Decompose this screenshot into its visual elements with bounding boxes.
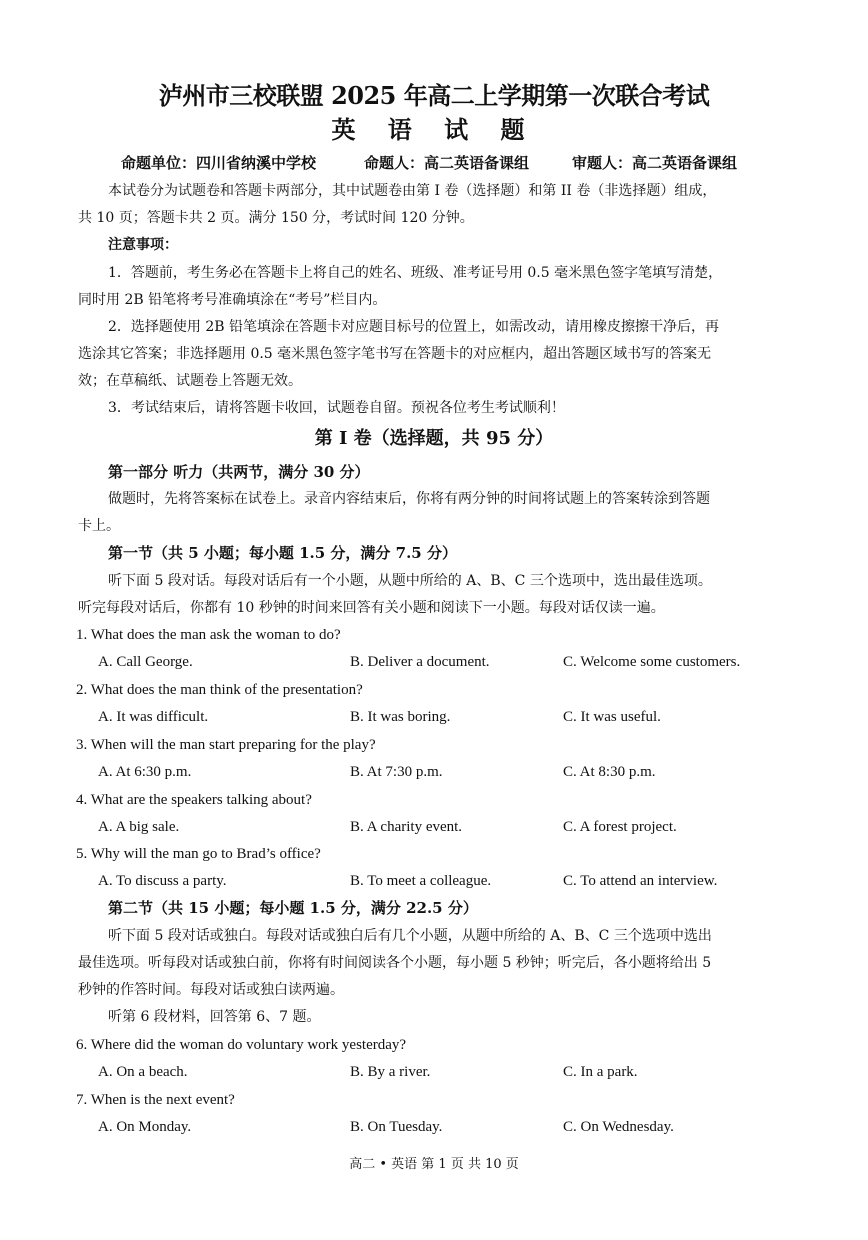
sec-2-intro-line-2: 最佳选项。听每段对话或独白前，你将有时间阅读各个小题，每小题 5 秒钟；听完后，各小题将给出 5: [78, 955, 712, 971]
intro-line-1: 本试卷分为试题卷和答题卡两部分，其中试题卷由第 I 卷（选择题）和第 II 卷（非选择题）组成，: [108, 183, 717, 199]
q3-option-a: A. At 6:30 p.m.: [98, 764, 192, 780]
question-3: 3. When will the man start preparing for the play?: [76, 737, 376, 753]
question-1: 1. What does the man ask the woman to do?: [76, 627, 341, 643]
note-2-line-1: 2．选择题使用 2B 铅笔填涂在答题卡对应题目标号的位置上，如需改动，请用橡皮擦擦干净后，再: [108, 319, 720, 335]
section-1-title: 第 I 卷（选择题，共 95 分）: [314, 428, 554, 449]
note-2-line-2: 选涂其它答案；非选择题用 0.5 毫米黑色签字笔书写在答题卡的对应框内，超出答题区域书写的答案无: [78, 346, 712, 362]
q1-option-b: B. Deliver a document.: [350, 654, 490, 670]
notes-heading: 注意事项：: [108, 237, 178, 253]
q2-option-a: A. It was difficult.: [98, 709, 209, 725]
q4-option-b: B. A charity event.: [350, 819, 463, 835]
q6-option-b: B. By a river.: [350, 1064, 431, 1080]
q7-option-c: C. On Wednesday.: [563, 1119, 674, 1135]
intro-line-2: 共 10 页；答题卡共 2 页。满分 150 分，考试时间 120 分钟。: [78, 210, 474, 226]
question-6: 6. Where did the woman do voluntary work yesterday?: [76, 1037, 407, 1053]
sec-1-heading: 第一节（共 5 小题；每小题 1.5 分，满分 7.5 分）: [108, 544, 457, 562]
question-4: 4. What are the speakers talking about?: [76, 792, 312, 808]
sec-2-intro-line-1: 听下面 5 段对话或独白。每段对话或独白后有几个小题，从题中所给的 A、B、C 三个选项中选出: [108, 928, 712, 944]
subject-title: 英 语 试 题: [331, 115, 537, 144]
sec-1-intro-line-2: 听完每段对话后，你都有 10 秒钟的时间来回答有关小题和阅读下一小题。每段对话仅读一遍。: [78, 600, 665, 616]
q2-option-b: B. It was boring.: [350, 709, 451, 725]
sec-1-intro-line-1: 听下面 5 段对话。每段对话后有一个小题，从题中所给的 A、B、C 三个选项中，选出最佳选项。: [108, 573, 712, 589]
note-2-line-3: 效；在草稿纸、试题卷上答题无效。: [78, 373, 302, 389]
q1-option-c: C. Welcome some customers.: [563, 654, 741, 670]
exam-title: 泸州市三校联盟 2025 年高二上学期第一次联合考试: [158, 81, 710, 110]
q5-option-c: C. To attend an interview.: [563, 873, 718, 889]
part-1-intro-line-1: 做题时，先将答案标在试卷上。录音内容结束后，你将有两分钟的时间将试题上的答案转涂到答题: [108, 491, 710, 507]
note-1-line-1: 1．答题前，考生务必在答题卡上将自己的姓名、班级、准考证号用 0.5 毫米黑色签字笔填写清楚，: [108, 265, 723, 281]
q2-option-c: C. It was useful.: [563, 709, 661, 725]
sec-2-intro-line-3: 秒钟的作答时间。每段对话或独白读两遍。: [78, 982, 344, 998]
part-1-intro-line-2: 卡上。: [78, 518, 120, 534]
q5-option-a: A. To discuss a party.: [98, 873, 227, 889]
q4-option-c: C. A forest project.: [563, 819, 677, 835]
q6-option-c: C. In a park.: [563, 1064, 638, 1080]
q6-option-a: A. On a beach.: [98, 1064, 188, 1080]
q1-option-a: A. Call George.: [98, 654, 193, 670]
note-3: 3．考试结束后，请将答题卡收回，试题卷自留。预祝各位考生考试顺利！: [108, 400, 565, 416]
setter: 命题人：高二英语备课组: [364, 154, 530, 172]
q5-option-b: B. To meet a colleague.: [350, 873, 492, 889]
setter-unit: 命题单位：四川省纳溪中学校: [121, 154, 317, 172]
sec-2-heading: 第二节（共 15 小题；每小题 1.5 分，满分 22.5 分）: [108, 899, 478, 917]
question-7: 7. When is the next event?: [76, 1092, 235, 1108]
part-1-heading: 第一部分 听力（共两节，满分 30 分）: [108, 463, 370, 481]
note-1-line-2: 同时用 2B 铅笔将考号准确填涂在“考号”栏目内。: [78, 292, 387, 308]
question-5: 5. Why will the man go to Brad’s office?: [76, 846, 321, 862]
material-6-instruction: 听第 6 段材料，回答第 6、7 题。: [108, 1009, 321, 1025]
reviewer: 审题人：高二英语备课组: [572, 154, 738, 172]
q3-option-b: B. At 7:30 p.m.: [350, 764, 443, 780]
question-2: 2. What does the man think of the presentation?: [76, 682, 363, 698]
page-footer: 高二 • 英语 第 1 页 共 10 页: [349, 1157, 519, 1172]
q3-option-c: C. At 8:30 p.m.: [563, 764, 656, 780]
q4-option-a: A. A big sale.: [98, 819, 180, 835]
q7-option-b: B. On Tuesday.: [350, 1119, 443, 1135]
q7-option-a: A. On Monday.: [98, 1119, 192, 1135]
